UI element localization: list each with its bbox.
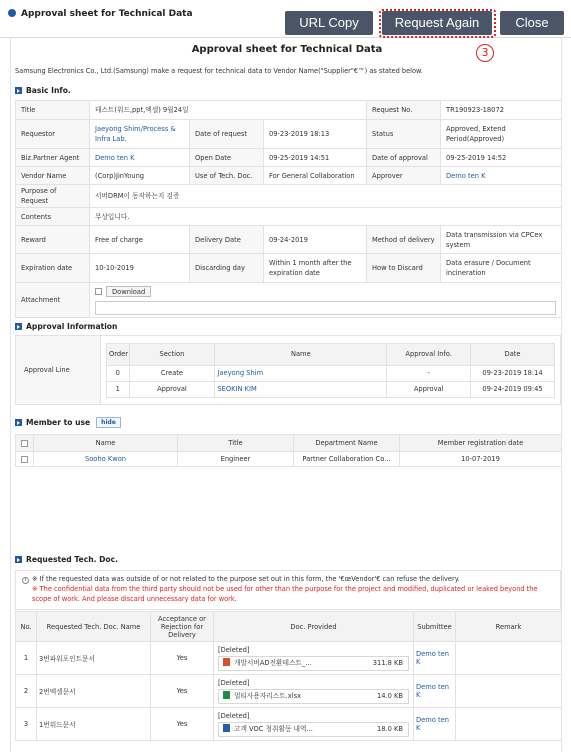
col-submittee: Submittee bbox=[414, 612, 456, 642]
section-approval-info bbox=[15, 322, 117, 331]
file-name: 고객 VOC 청취활동 내역... bbox=[234, 724, 313, 733]
date-of-request-value: 09-23-2019 18:13 bbox=[264, 120, 367, 149]
ppt-file-icon bbox=[223, 658, 230, 666]
attachment-label: Attachment bbox=[16, 283, 90, 318]
approver-name-link[interactable]: SEOKIN KIM bbox=[215, 381, 387, 397]
request-no-label: Request No. bbox=[367, 101, 441, 120]
remark-cell bbox=[456, 675, 562, 708]
expiration-value: 10-10-2019 bbox=[90, 254, 190, 283]
file-item[interactable] bbox=[218, 689, 409, 704]
biz-partner-link[interactable]: Demo ten K bbox=[90, 149, 190, 167]
requested-docs-table bbox=[15, 611, 562, 741]
highlight-box bbox=[379, 9, 496, 38]
date-cell: 09-24-2019 09:45 bbox=[471, 381, 555, 397]
section-member-to-use bbox=[15, 417, 121, 428]
approval-info-cell: Approval bbox=[387, 381, 471, 397]
section-heading: Member to use bbox=[26, 418, 91, 427]
window-title-text: Approval sheet for Technical Data bbox=[21, 9, 193, 19]
col-date: Date bbox=[471, 343, 555, 365]
url-copy-button[interactable]: URL Copy bbox=[285, 11, 373, 35]
use-value: For General Collaboration bbox=[264, 167, 367, 185]
title-value: 테스트(워드,ppt,엑셀) 9월24일 bbox=[90, 101, 367, 120]
method-label: Method of delivery bbox=[367, 226, 441, 254]
approval-line-table bbox=[15, 335, 561, 405]
basic-info-table bbox=[15, 100, 562, 318]
discarding-day-label: Discarding day bbox=[190, 254, 264, 283]
date-of-approval-value: 09-25-2019 14:52 bbox=[441, 149, 562, 167]
doc-no-cell: 1 bbox=[16, 642, 37, 675]
col-acceptance: Acceptance or Rejection for Delivery bbox=[151, 612, 214, 642]
deleted-label: [Deleted] bbox=[218, 645, 250, 654]
approver-name-link[interactable]: Jaeyong Shim bbox=[215, 365, 387, 381]
file-name: 개발서버AD전환테스트_... bbox=[234, 658, 312, 667]
status-value: Approved, Extend Period(Approved) bbox=[441, 120, 562, 149]
requestor-link[interactable]: Jaeyong Shim/Process & Infra Lab. bbox=[90, 120, 190, 149]
expiration-label: Expiration date bbox=[16, 254, 90, 283]
contents-value: 무상입니다. bbox=[90, 208, 562, 226]
doc-name-cell: 3번파워포인트문서 bbox=[37, 642, 151, 675]
doc-provided-cell bbox=[214, 642, 414, 675]
col-member-name: Name bbox=[34, 435, 178, 452]
delivery-date-label: Delivery Date bbox=[190, 226, 264, 254]
file-size: 18.0 KB bbox=[377, 724, 403, 733]
excel-file-icon bbox=[223, 691, 230, 699]
member-name-link[interactable]: Sooho Kwon bbox=[34, 452, 178, 467]
table-row bbox=[16, 675, 562, 708]
col-approval-info: Approval Info. bbox=[387, 343, 471, 365]
section-requested-tech-doc bbox=[15, 555, 118, 564]
section-heading: Requested Tech. Doc. bbox=[26, 555, 119, 564]
table-row bbox=[16, 452, 562, 467]
member-table bbox=[15, 434, 562, 467]
order-cell: 0 bbox=[107, 365, 130, 381]
remark-cell bbox=[456, 642, 562, 675]
approval-grid bbox=[106, 343, 555, 398]
file-size: 311.8 KB bbox=[372, 658, 403, 667]
section-heading: Approval Information bbox=[26, 322, 118, 331]
col-department: Department Name bbox=[294, 435, 400, 452]
registration-date-cell: 10-07-2019 bbox=[400, 452, 562, 467]
section-arrow-icon bbox=[15, 87, 22, 94]
status-label: Status bbox=[367, 120, 441, 149]
section-cell: Create bbox=[129, 365, 215, 381]
contents-label: Contents bbox=[16, 208, 90, 226]
acceptance-cell: Yes bbox=[151, 675, 214, 708]
order-cell: 1 bbox=[107, 381, 130, 397]
col-remark: Remark bbox=[456, 612, 562, 642]
how-to-discard-value: Data erasure / Document incineration bbox=[441, 254, 562, 283]
purpose-value: 서버DRM이 동작하는지 검증 bbox=[90, 185, 562, 208]
download-button[interactable]: Download bbox=[106, 286, 151, 297]
doc-no-cell: 3 bbox=[16, 708, 37, 741]
word-file-icon bbox=[223, 724, 230, 732]
col-no: No. bbox=[16, 612, 37, 642]
intro-text: Samsung Electronics Co., Ltd.(Samsung) make a request for technical data to Vendor Name("Supplier"€™) as stated below. bbox=[15, 67, 423, 75]
submittee-link[interactable]: Demo ten K bbox=[414, 642, 456, 675]
select-all-cell bbox=[16, 435, 34, 452]
notice-warning: ※ The confidential data from the third party should not be used for other than the purpose for the project and modified, duplicated or leaked beyond the scope of work. And please discard unnecessary data for work. bbox=[32, 585, 538, 603]
annotation-marker: 3 bbox=[476, 44, 494, 62]
doc-name-cell: 2번엑셀문서 bbox=[37, 675, 151, 708]
reward-value: Free of charge bbox=[90, 226, 190, 254]
method-value: Data transmission via CPCex system bbox=[441, 226, 562, 254]
file-size: 14.0 KB bbox=[377, 691, 403, 700]
approval-info-cell: - bbox=[387, 365, 471, 381]
section-arrow-icon bbox=[15, 419, 22, 426]
section-heading: Basic Info. bbox=[26, 86, 71, 95]
date-of-approval-label: Date of approval bbox=[367, 149, 441, 167]
doc-name-cell: 1번워드문서 bbox=[37, 708, 151, 741]
how-to-discard-label: How to Discard bbox=[367, 254, 441, 283]
doc-provided-cell bbox=[214, 708, 414, 741]
approval-line-label: Approval Line bbox=[16, 336, 101, 405]
member-title-cell: Engineer bbox=[178, 452, 294, 467]
submittee-link[interactable]: Demo ten K bbox=[414, 708, 456, 741]
requestor-label: Requestor bbox=[16, 120, 90, 149]
row-select-cell bbox=[16, 452, 34, 467]
acceptance-cell: Yes bbox=[151, 642, 214, 675]
hide-button[interactable]: hide bbox=[96, 417, 121, 428]
request-no-value: TR190923-18072 bbox=[441, 101, 562, 120]
attachment-cell bbox=[90, 283, 562, 318]
open-date-label: Open Date bbox=[190, 149, 264, 167]
section-basic-info bbox=[15, 86, 71, 95]
use-label: Use of Tech. Doc. bbox=[190, 167, 264, 185]
approver-link[interactable]: Demo ten K bbox=[441, 167, 562, 185]
close-button[interactable]: Close bbox=[500, 11, 564, 35]
select-all-checkbox[interactable] bbox=[21, 440, 28, 447]
remark-cell bbox=[456, 708, 562, 741]
notice-line-1 bbox=[22, 574, 554, 584]
biz-partner-label: Biz.Partner Agent bbox=[16, 149, 90, 167]
col-order: Order bbox=[107, 343, 130, 365]
window-title bbox=[8, 9, 193, 19]
row-checkbox[interactable] bbox=[21, 456, 28, 463]
page-title: Approval sheet for Technical Data bbox=[191, 44, 383, 55]
window-header bbox=[0, 0, 571, 38]
file-item[interactable] bbox=[218, 722, 409, 737]
date-cell: 09-23-2019 18:14 bbox=[471, 365, 555, 381]
attachment-checkbox[interactable] bbox=[95, 288, 102, 295]
app-icon bbox=[8, 9, 16, 17]
section-arrow-icon bbox=[15, 323, 22, 330]
request-again-button[interactable]: Request Again bbox=[382, 11, 492, 35]
vendor-label: Vendor Name bbox=[16, 167, 90, 185]
attachment-list bbox=[95, 301, 556, 315]
discarding-day-value: Within 1 month after the expiration date bbox=[264, 254, 367, 283]
col-registration-date: Member registration date bbox=[400, 435, 562, 452]
approver-label: Approver bbox=[367, 167, 441, 185]
file-item[interactable] bbox=[218, 656, 409, 671]
col-name: Name bbox=[215, 343, 387, 365]
vendor-value: (Corp)JinYoung bbox=[90, 167, 190, 185]
col-section: Section bbox=[129, 343, 215, 365]
table-row bbox=[107, 365, 555, 381]
document-body bbox=[10, 38, 562, 752]
reward-label: Reward bbox=[16, 226, 90, 254]
table-row bbox=[107, 381, 555, 397]
section-cell: Approval bbox=[129, 381, 215, 397]
col-doc-provided: Doc. Provided bbox=[214, 612, 414, 642]
table-row bbox=[16, 708, 562, 741]
doc-provided-cell bbox=[214, 675, 414, 708]
info-icon: i bbox=[22, 577, 29, 584]
department-cell: Partner Collaboration Co... bbox=[294, 452, 400, 467]
acceptance-cell: Yes bbox=[151, 708, 214, 741]
title-label: Title bbox=[16, 101, 90, 120]
deleted-label: [Deleted] bbox=[218, 678, 250, 687]
notice-text: ※ If the requested data was outside of or not related to the purpose set out in this form, the '€œVendor'€ can refuse the delivery. bbox=[32, 575, 460, 583]
submittee-link[interactable]: Demo ten K bbox=[414, 675, 456, 708]
file-name: 멀티사용자리스트.xlsx bbox=[234, 691, 302, 700]
col-member-title: Title bbox=[178, 435, 294, 452]
date-of-request-label: Date of request bbox=[190, 120, 264, 149]
deleted-label: [Deleted] bbox=[218, 711, 250, 720]
delivery-date-value: 09-24-2019 bbox=[264, 226, 367, 254]
doc-no-cell: 2 bbox=[16, 675, 37, 708]
open-date-value: 09-25-2019 14:51 bbox=[264, 149, 367, 167]
col-doc-name: Requested Tech. Doc. Name bbox=[37, 612, 151, 642]
notice-box bbox=[15, 570, 561, 610]
purpose-label: Purpose of Request bbox=[16, 185, 90, 208]
section-arrow-icon bbox=[15, 556, 22, 563]
table-row bbox=[16, 642, 562, 675]
